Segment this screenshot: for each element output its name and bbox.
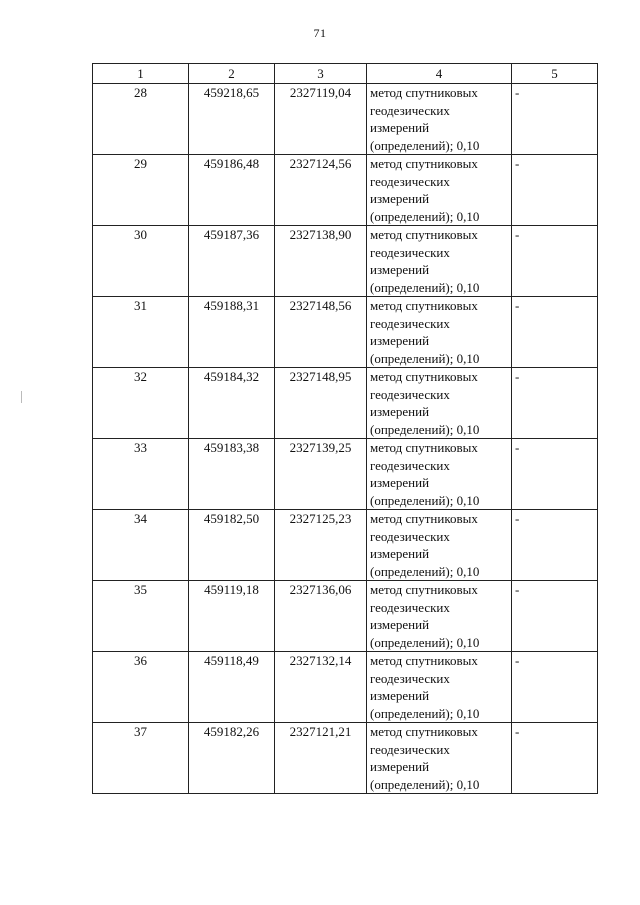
point-number: 37: [93, 723, 189, 794]
point-number: 28: [93, 84, 189, 155]
table-header: [93, 64, 598, 84]
table-row: [93, 439, 598, 510]
coordinate-x: 459184,32: [189, 368, 275, 439]
note-cell: -: [512, 226, 598, 297]
table-row: [93, 510, 598, 581]
table-row: [93, 723, 598, 794]
coordinate-y: 2327125,23: [275, 510, 367, 581]
coordinate-x: 459118,49: [189, 652, 275, 723]
table-row: [93, 226, 598, 297]
header-col-1: 1: [93, 64, 189, 84]
note-cell: -: [512, 581, 598, 652]
coordinate-x: 459182,50: [189, 510, 275, 581]
coordinate-y: 2327119,04: [275, 84, 367, 155]
note-cell: -: [512, 155, 598, 226]
note-cell: -: [512, 84, 598, 155]
point-number: 34: [93, 510, 189, 581]
coordinate-y: 2327124,56: [275, 155, 367, 226]
coordinate-x: 459187,36: [189, 226, 275, 297]
coordinate-x: 459119,18: [189, 581, 275, 652]
table-row: [93, 84, 598, 155]
table-body: [93, 84, 598, 794]
header-row: [93, 64, 598, 84]
table-row: [93, 297, 598, 368]
coordinate-y: 2327148,95: [275, 368, 367, 439]
scan-mark: [21, 391, 22, 403]
coordinates-table: [92, 63, 598, 794]
note-cell: -: [512, 368, 598, 439]
method-description: метод спутниковых геодезических измерений (определений); 0,10: [367, 510, 512, 581]
point-number: 35: [93, 581, 189, 652]
coordinate-y: 2327121,21: [275, 723, 367, 794]
note-cell: -: [512, 439, 598, 510]
note-cell: -: [512, 723, 598, 794]
coordinate-x: 459186,48: [189, 155, 275, 226]
header-col-3: 3: [275, 64, 367, 84]
note-cell: -: [512, 510, 598, 581]
method-description: метод спутниковых геодезических измерений (определений); 0,10: [367, 84, 512, 155]
table-row: [93, 652, 598, 723]
coordinate-y: 2327148,56: [275, 297, 367, 368]
point-number: 29: [93, 155, 189, 226]
coordinate-x: 459182,26: [189, 723, 275, 794]
coordinate-y: 2327132,14: [275, 652, 367, 723]
header-col-4: 4: [367, 64, 512, 84]
coordinate-y: 2327138,90: [275, 226, 367, 297]
method-description: метод спутниковых геодезических измерений (определений); 0,10: [367, 368, 512, 439]
coordinate-y: 2327139,25: [275, 439, 367, 510]
point-number: 33: [93, 439, 189, 510]
point-number: 36: [93, 652, 189, 723]
table-row: [93, 155, 598, 226]
method-description: метод спутниковых геодезических измерений (определений); 0,10: [367, 581, 512, 652]
table-row: [93, 581, 598, 652]
coordinate-x: 459188,31: [189, 297, 275, 368]
point-number: 30: [93, 226, 189, 297]
note-cell: -: [512, 297, 598, 368]
note-cell: -: [512, 652, 598, 723]
method-description: метод спутниковых геодезических измерений (определений); 0,10: [367, 155, 512, 226]
method-description: метод спутниковых геодезических измерений (определений); 0,10: [367, 652, 512, 723]
page-number: 71: [313, 26, 327, 40]
table-row: [93, 368, 598, 439]
point-number: 31: [93, 297, 189, 368]
method-description: метод спутниковых геодезических измерений (определений); 0,10: [367, 723, 512, 794]
coordinate-x: 459183,38: [189, 439, 275, 510]
header-col-5: 5: [512, 64, 598, 84]
point-number: 32: [93, 368, 189, 439]
method-description: метод спутниковых геодезических измерений (определений); 0,10: [367, 226, 512, 297]
method-description: метод спутниковых геодезических измерений (определений); 0,10: [367, 439, 512, 510]
method-description: метод спутниковых геодезических измерений (определений); 0,10: [367, 297, 512, 368]
coordinate-x: 459218,65: [189, 84, 275, 155]
header-col-2: 2: [189, 64, 275, 84]
coordinate-y: 2327136,06: [275, 581, 367, 652]
